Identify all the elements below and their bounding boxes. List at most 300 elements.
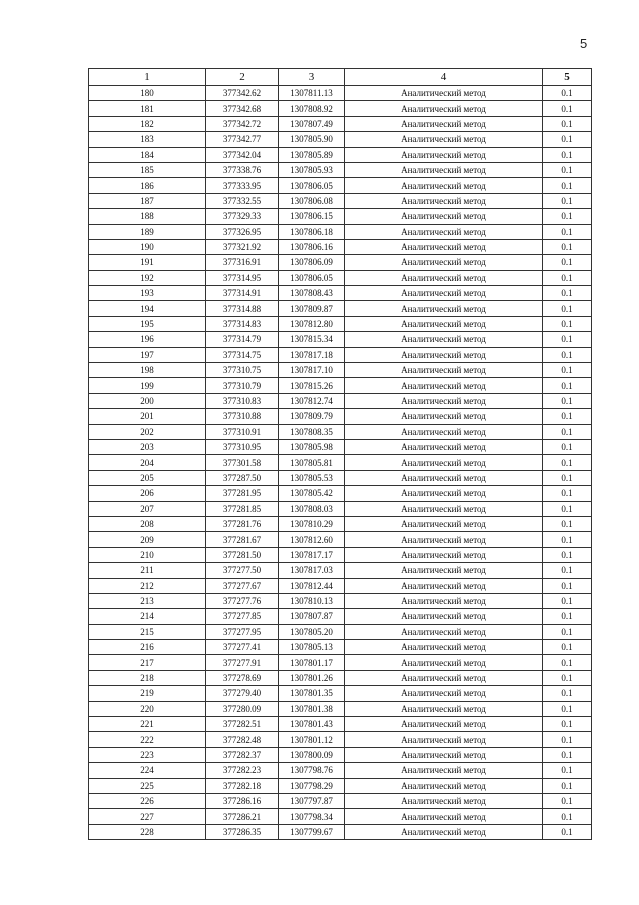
cell-accuracy: 0.1 — [543, 239, 592, 254]
cell-y-coordinate: 1307817.17 — [279, 547, 345, 562]
cell-y-coordinate: 1307815.26 — [279, 378, 345, 393]
cell-point-number: 202 — [89, 424, 206, 439]
cell-accuracy: 0.1 — [543, 439, 592, 454]
cell-x-coordinate: 377281.67 — [206, 532, 279, 547]
cell-accuracy: 0.1 — [543, 224, 592, 239]
cell-y-coordinate: 1307805.98 — [279, 439, 345, 454]
cell-y-coordinate: 1307817.03 — [279, 563, 345, 578]
cell-point-number: 210 — [89, 547, 206, 562]
cell-method: Аналитический метод — [345, 532, 543, 547]
cell-method: Аналитический метод — [345, 101, 543, 116]
cell-x-coordinate: 377314.83 — [206, 316, 279, 331]
cell-x-coordinate: 377286.16 — [206, 793, 279, 808]
cell-accuracy: 0.1 — [543, 593, 592, 608]
cell-x-coordinate: 377342.62 — [206, 86, 279, 101]
cell-x-coordinate: 377282.18 — [206, 778, 279, 793]
cell-method: Аналитический метод — [345, 378, 543, 393]
cell-method: Аналитический метод — [345, 116, 543, 131]
cell-method: Аналитический метод — [345, 624, 543, 639]
table-row — [89, 640, 592, 655]
cell-accuracy: 0.1 — [543, 532, 592, 547]
cell-method: Аналитический метод — [345, 301, 543, 316]
cell-y-coordinate: 1307806.08 — [279, 193, 345, 208]
table-row — [89, 455, 592, 470]
cell-x-coordinate: 377314.88 — [206, 301, 279, 316]
table-row — [89, 732, 592, 747]
cell-point-number: 206 — [89, 486, 206, 501]
cell-x-coordinate: 377314.79 — [206, 332, 279, 347]
cell-accuracy: 0.1 — [543, 547, 592, 562]
cell-y-coordinate: 1307805.89 — [279, 147, 345, 162]
cell-method: Аналитический метод — [345, 147, 543, 162]
cell-y-coordinate: 1307808.35 — [279, 424, 345, 439]
cell-method: Аналитический метод — [345, 578, 543, 593]
cell-point-number: 217 — [89, 655, 206, 670]
table-row — [89, 578, 592, 593]
cell-y-coordinate: 1307801.26 — [279, 670, 345, 685]
table-row — [89, 486, 592, 501]
cell-x-coordinate: 377332.55 — [206, 193, 279, 208]
table-row — [89, 193, 592, 208]
cell-x-coordinate: 377301.58 — [206, 455, 279, 470]
cell-x-coordinate: 377286.21 — [206, 809, 279, 824]
cell-accuracy: 0.1 — [543, 578, 592, 593]
coordinates-table — [88, 68, 592, 840]
cell-y-coordinate: 1307808.92 — [279, 101, 345, 116]
cell-x-coordinate: 377282.23 — [206, 763, 279, 778]
cell-point-number: 192 — [89, 270, 206, 285]
cell-method: Аналитический метод — [345, 424, 543, 439]
table-row — [89, 763, 592, 778]
cell-point-number: 211 — [89, 563, 206, 578]
cell-point-number: 220 — [89, 701, 206, 716]
cell-point-number: 181 — [89, 101, 206, 116]
cell-accuracy: 0.1 — [543, 486, 592, 501]
cell-accuracy: 0.1 — [543, 701, 592, 716]
column-header-point-number: 1 — [89, 69, 206, 86]
cell-x-coordinate: 377321.92 — [206, 239, 279, 254]
cell-x-coordinate: 377281.85 — [206, 501, 279, 516]
cell-method: Аналитический метод — [345, 609, 543, 624]
cell-accuracy: 0.1 — [543, 270, 592, 285]
cell-method: Аналитический метод — [345, 547, 543, 562]
cell-method: Аналитический метод — [345, 224, 543, 239]
table-row — [89, 86, 592, 101]
cell-accuracy: 0.1 — [543, 147, 592, 162]
table-row — [89, 224, 592, 239]
cell-method: Аналитический метод — [345, 286, 543, 301]
cell-x-coordinate: 377277.95 — [206, 624, 279, 639]
cell-point-number: 201 — [89, 409, 206, 424]
cell-accuracy: 0.1 — [543, 778, 592, 793]
cell-y-coordinate: 1307801.12 — [279, 732, 345, 747]
cell-method: Аналитический метод — [345, 316, 543, 331]
cell-y-coordinate: 1307801.35 — [279, 686, 345, 701]
cell-y-coordinate: 1307798.34 — [279, 809, 345, 824]
cell-y-coordinate: 1307797.87 — [279, 793, 345, 808]
cell-method: Аналитический метод — [345, 732, 543, 747]
cell-method: Аналитический метод — [345, 132, 543, 147]
cell-point-number: 182 — [89, 116, 206, 131]
cell-x-coordinate: 377310.83 — [206, 393, 279, 408]
cell-point-number: 215 — [89, 624, 206, 639]
cell-method: Аналитический метод — [345, 563, 543, 578]
cell-accuracy: 0.1 — [543, 301, 592, 316]
cell-accuracy: 0.1 — [543, 824, 592, 839]
cell-x-coordinate: 377310.79 — [206, 378, 279, 393]
cell-y-coordinate: 1307810.13 — [279, 593, 345, 608]
column-header-y: 3 — [279, 69, 345, 86]
cell-y-coordinate: 1307806.09 — [279, 255, 345, 270]
cell-accuracy: 0.1 — [543, 378, 592, 393]
cell-point-number: 208 — [89, 516, 206, 531]
table-row — [89, 209, 592, 224]
cell-point-number: 191 — [89, 255, 206, 270]
table-row — [89, 501, 592, 516]
table-row — [89, 516, 592, 531]
table-row — [89, 301, 592, 316]
table-row — [89, 824, 592, 839]
cell-x-coordinate: 377314.95 — [206, 270, 279, 285]
cell-x-coordinate: 377342.77 — [206, 132, 279, 147]
cell-y-coordinate: 1307805.90 — [279, 132, 345, 147]
cell-method: Аналитический метод — [345, 239, 543, 254]
table-row — [89, 655, 592, 670]
cell-method: Аналитический метод — [345, 347, 543, 362]
cell-point-number: 197 — [89, 347, 206, 362]
cell-x-coordinate: 377314.91 — [206, 286, 279, 301]
cell-accuracy: 0.1 — [543, 609, 592, 624]
cell-point-number: 195 — [89, 316, 206, 331]
cell-y-coordinate: 1307805.93 — [279, 162, 345, 177]
cell-point-number: 223 — [89, 747, 206, 762]
cell-point-number: 183 — [89, 132, 206, 147]
cell-method: Аналитический метод — [345, 655, 543, 670]
cell-method: Аналитический метод — [345, 393, 543, 408]
cell-point-number: 218 — [89, 670, 206, 685]
cell-point-number: 227 — [89, 809, 206, 824]
cell-point-number: 198 — [89, 363, 206, 378]
cell-method: Аналитический метод — [345, 209, 543, 224]
cell-method: Аналитический метод — [345, 516, 543, 531]
cell-y-coordinate: 1307812.80 — [279, 316, 345, 331]
table-row — [89, 162, 592, 177]
cell-point-number: 187 — [89, 193, 206, 208]
cell-accuracy: 0.1 — [543, 763, 592, 778]
cell-method: Аналитический метод — [345, 593, 543, 608]
cell-point-number: 203 — [89, 439, 206, 454]
cell-point-number: 188 — [89, 209, 206, 224]
cell-method: Аналитический метод — [345, 501, 543, 516]
cell-x-coordinate: 377314.75 — [206, 347, 279, 362]
cell-method: Аналитический метод — [345, 778, 543, 793]
cell-accuracy: 0.1 — [543, 516, 592, 531]
table-row — [89, 132, 592, 147]
cell-point-number: 221 — [89, 717, 206, 732]
cell-accuracy: 0.1 — [543, 162, 592, 177]
page-number: 5 — [580, 36, 588, 51]
cell-y-coordinate: 1307817.18 — [279, 347, 345, 362]
cell-x-coordinate: 377277.85 — [206, 609, 279, 624]
cell-x-coordinate: 377281.76 — [206, 516, 279, 531]
cell-x-coordinate: 377286.35 — [206, 824, 279, 839]
cell-accuracy: 0.1 — [543, 132, 592, 147]
cell-x-coordinate: 377326.95 — [206, 224, 279, 239]
table-row — [89, 270, 592, 285]
cell-x-coordinate: 377310.75 — [206, 363, 279, 378]
cell-accuracy: 0.1 — [543, 255, 592, 270]
cell-x-coordinate: 377310.91 — [206, 424, 279, 439]
cell-y-coordinate: 1307806.18 — [279, 224, 345, 239]
table-row — [89, 470, 592, 485]
cell-accuracy: 0.1 — [543, 393, 592, 408]
cell-accuracy: 0.1 — [543, 686, 592, 701]
cell-accuracy: 0.1 — [543, 470, 592, 485]
cell-accuracy: 0.1 — [543, 286, 592, 301]
cell-y-coordinate: 1307807.49 — [279, 116, 345, 131]
cell-accuracy: 0.1 — [543, 116, 592, 131]
table-row — [89, 809, 592, 824]
cell-method: Аналитический метод — [345, 747, 543, 762]
cell-accuracy: 0.1 — [543, 316, 592, 331]
table-row — [89, 363, 592, 378]
cell-y-coordinate: 1307812.74 — [279, 393, 345, 408]
cell-accuracy: 0.1 — [543, 86, 592, 101]
cell-x-coordinate: 377342.72 — [206, 116, 279, 131]
cell-y-coordinate: 1307800.09 — [279, 747, 345, 762]
cell-x-coordinate: 377342.68 — [206, 101, 279, 116]
cell-method: Аналитический метод — [345, 162, 543, 177]
table-row — [89, 255, 592, 270]
cell-accuracy: 0.1 — [543, 624, 592, 639]
cell-x-coordinate: 377342.04 — [206, 147, 279, 162]
table-row — [89, 563, 592, 578]
cell-point-number: 213 — [89, 593, 206, 608]
column-header-x: 2 — [206, 69, 279, 86]
cell-accuracy: 0.1 — [543, 793, 592, 808]
cell-method: Аналитический метод — [345, 763, 543, 778]
cell-method: Аналитический метод — [345, 178, 543, 193]
cell-method: Аналитический метод — [345, 670, 543, 685]
cell-accuracy: 0.1 — [543, 717, 592, 732]
cell-accuracy: 0.1 — [543, 809, 592, 824]
cell-point-number: 186 — [89, 178, 206, 193]
cell-accuracy: 0.1 — [543, 640, 592, 655]
cell-accuracy: 0.1 — [543, 563, 592, 578]
cell-method: Аналитический метод — [345, 86, 543, 101]
cell-y-coordinate: 1307801.43 — [279, 717, 345, 732]
cell-x-coordinate: 377277.76 — [206, 593, 279, 608]
cell-point-number: 180 — [89, 86, 206, 101]
cell-x-coordinate: 377282.37 — [206, 747, 279, 762]
table-row — [89, 778, 592, 793]
table-row — [89, 593, 592, 608]
table-body — [89, 86, 592, 840]
cell-y-coordinate: 1307817.10 — [279, 363, 345, 378]
cell-y-coordinate: 1307798.29 — [279, 778, 345, 793]
cell-accuracy: 0.1 — [543, 655, 592, 670]
table-row — [89, 624, 592, 639]
table-row — [89, 793, 592, 808]
cell-y-coordinate: 1307808.43 — [279, 286, 345, 301]
cell-accuracy: 0.1 — [543, 670, 592, 685]
table-row — [89, 424, 592, 439]
table-row — [89, 347, 592, 362]
cell-point-number: 184 — [89, 147, 206, 162]
cell-x-coordinate: 377333.95 — [206, 178, 279, 193]
cell-y-coordinate: 1307806.05 — [279, 270, 345, 285]
cell-x-coordinate: 377310.88 — [206, 409, 279, 424]
cell-point-number: 207 — [89, 501, 206, 516]
cell-x-coordinate: 377282.48 — [206, 732, 279, 747]
cell-method: Аналитический метод — [345, 793, 543, 808]
cell-x-coordinate: 377277.91 — [206, 655, 279, 670]
table-row — [89, 378, 592, 393]
cell-y-coordinate: 1307808.03 — [279, 501, 345, 516]
cell-y-coordinate: 1307805.20 — [279, 624, 345, 639]
cell-accuracy: 0.1 — [543, 747, 592, 762]
table-row — [89, 332, 592, 347]
cell-x-coordinate: 377277.41 — [206, 640, 279, 655]
table-row — [89, 701, 592, 716]
cell-point-number: 226 — [89, 793, 206, 808]
table-row — [89, 747, 592, 762]
cell-method: Аналитический метод — [345, 332, 543, 347]
cell-x-coordinate: 377316.91 — [206, 255, 279, 270]
cell-method: Аналитический метод — [345, 193, 543, 208]
cell-point-number: 209 — [89, 532, 206, 547]
cell-y-coordinate: 1307799.67 — [279, 824, 345, 839]
cell-x-coordinate: 377277.67 — [206, 578, 279, 593]
table-row — [89, 409, 592, 424]
cell-method: Аналитический метод — [345, 270, 543, 285]
header-row — [89, 69, 592, 86]
cell-point-number: 204 — [89, 455, 206, 470]
cell-y-coordinate: 1307812.44 — [279, 578, 345, 593]
cell-y-coordinate: 1307811.13 — [279, 86, 345, 101]
cell-accuracy: 0.1 — [543, 732, 592, 747]
cell-accuracy: 0.1 — [543, 347, 592, 362]
cell-accuracy: 0.1 — [543, 455, 592, 470]
table-row — [89, 686, 592, 701]
cell-x-coordinate: 377282.51 — [206, 717, 279, 732]
cell-x-coordinate: 377281.50 — [206, 547, 279, 562]
table-row — [89, 670, 592, 685]
cell-point-number: 214 — [89, 609, 206, 624]
cell-method: Аналитический метод — [345, 255, 543, 270]
cell-x-coordinate: 377281.95 — [206, 486, 279, 501]
cell-x-coordinate: 377277.50 — [206, 563, 279, 578]
cell-x-coordinate: 377329.33 — [206, 209, 279, 224]
cell-point-number: 225 — [89, 778, 206, 793]
cell-point-number: 205 — [89, 470, 206, 485]
cell-y-coordinate: 1307809.87 — [279, 301, 345, 316]
cell-y-coordinate: 1307806.05 — [279, 178, 345, 193]
cell-x-coordinate: 377278.69 — [206, 670, 279, 685]
table-row — [89, 286, 592, 301]
cell-method: Аналитический метод — [345, 809, 543, 824]
cell-accuracy: 0.1 — [543, 424, 592, 439]
cell-point-number: 222 — [89, 732, 206, 747]
cell-method: Аналитический метод — [345, 717, 543, 732]
table-row — [89, 393, 592, 408]
table-row — [89, 609, 592, 624]
cell-accuracy: 0.1 — [543, 101, 592, 116]
table-row — [89, 101, 592, 116]
cell-y-coordinate: 1307805.53 — [279, 470, 345, 485]
cell-accuracy: 0.1 — [543, 178, 592, 193]
cell-y-coordinate: 1307809.79 — [279, 409, 345, 424]
cell-y-coordinate: 1307801.38 — [279, 701, 345, 716]
cell-y-coordinate: 1307815.34 — [279, 332, 345, 347]
cell-point-number: 189 — [89, 224, 206, 239]
cell-y-coordinate: 1307805.81 — [279, 455, 345, 470]
cell-point-number: 219 — [89, 686, 206, 701]
cell-point-number: 216 — [89, 640, 206, 655]
cell-point-number: 193 — [89, 286, 206, 301]
cell-accuracy: 0.1 — [543, 501, 592, 516]
cell-x-coordinate: 377280.09 — [206, 701, 279, 716]
table-row — [89, 532, 592, 547]
cell-accuracy: 0.1 — [543, 193, 592, 208]
cell-accuracy: 0.1 — [543, 409, 592, 424]
cell-point-number: 194 — [89, 301, 206, 316]
cell-method: Аналитический метод — [345, 363, 543, 378]
cell-method: Аналитический метод — [345, 455, 543, 470]
cell-point-number: 200 — [89, 393, 206, 408]
cell-y-coordinate: 1307801.17 — [279, 655, 345, 670]
cell-method: Аналитический метод — [345, 439, 543, 454]
table-row — [89, 316, 592, 331]
table-row — [89, 178, 592, 193]
table-row — [89, 116, 592, 131]
table-row — [89, 717, 592, 732]
cell-method: Аналитический метод — [345, 409, 543, 424]
cell-point-number: 185 — [89, 162, 206, 177]
cell-method: Аналитический метод — [345, 486, 543, 501]
column-header-method: 4 — [345, 69, 543, 86]
cell-y-coordinate: 1307805.42 — [279, 486, 345, 501]
cell-method: Аналитический метод — [345, 824, 543, 839]
cell-point-number: 224 — [89, 763, 206, 778]
cell-accuracy: 0.1 — [543, 363, 592, 378]
table-row — [89, 239, 592, 254]
cell-y-coordinate: 1307806.16 — [279, 239, 345, 254]
column-header-accuracy: 5 — [543, 69, 592, 86]
cell-y-coordinate: 1307812.60 — [279, 532, 345, 547]
cell-method: Аналитический метод — [345, 701, 543, 716]
cell-x-coordinate: 377287.50 — [206, 470, 279, 485]
cell-y-coordinate: 1307810.29 — [279, 516, 345, 531]
cell-x-coordinate: 377338.76 — [206, 162, 279, 177]
cell-method: Аналитический метод — [345, 686, 543, 701]
cell-point-number: 199 — [89, 378, 206, 393]
table-row — [89, 439, 592, 454]
cell-y-coordinate: 1307805.13 — [279, 640, 345, 655]
cell-y-coordinate: 1307798.76 — [279, 763, 345, 778]
cell-accuracy: 0.1 — [543, 332, 592, 347]
cell-method: Аналитический метод — [345, 470, 543, 485]
cell-x-coordinate: 377279.40 — [206, 686, 279, 701]
table-row — [89, 547, 592, 562]
cell-accuracy: 0.1 — [543, 209, 592, 224]
cell-point-number: 196 — [89, 332, 206, 347]
cell-x-coordinate: 377310.95 — [206, 439, 279, 454]
cell-point-number: 212 — [89, 578, 206, 593]
cell-y-coordinate: 1307806.15 — [279, 209, 345, 224]
cell-point-number: 228 — [89, 824, 206, 839]
cell-method: Аналитический метод — [345, 640, 543, 655]
